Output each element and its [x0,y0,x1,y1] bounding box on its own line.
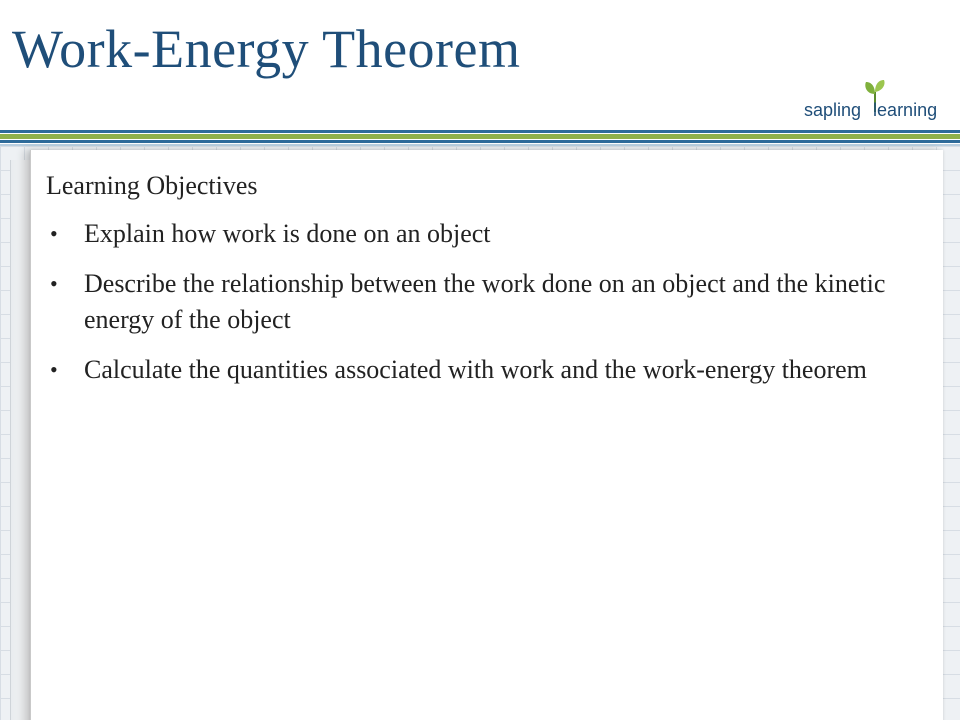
objective-item [46,266,936,338]
slide-title: Work-Energy Theorem [12,19,521,79]
objective-text: Describe the relationship between the work done on an object and the kinetic energy of the object [84,269,886,334]
bullet-icon: • [50,221,58,246]
sapling-learning-logo [804,78,954,128]
objective-item [46,216,936,252]
logo-text-sapling: sapling [804,100,862,120]
header-stripe-blue-top [0,130,960,133]
bullet-icon: • [50,271,58,296]
objectives-heading: Learning Objectives [46,171,258,200]
objectives-list [46,216,936,388]
header-stripe-green [0,134,960,139]
bullet-icon: • [50,357,58,382]
objective-text: Explain how work is done on an object [84,219,491,248]
header-stripe-blue-bottom [0,140,960,143]
objective-item [46,352,936,388]
logo-wordmark [804,100,937,121]
logo-text-learning: learning [873,100,938,120]
objective-text: Calculate the quantities associated with work and the work-energy theorem [84,355,867,384]
slide-content [46,168,936,402]
